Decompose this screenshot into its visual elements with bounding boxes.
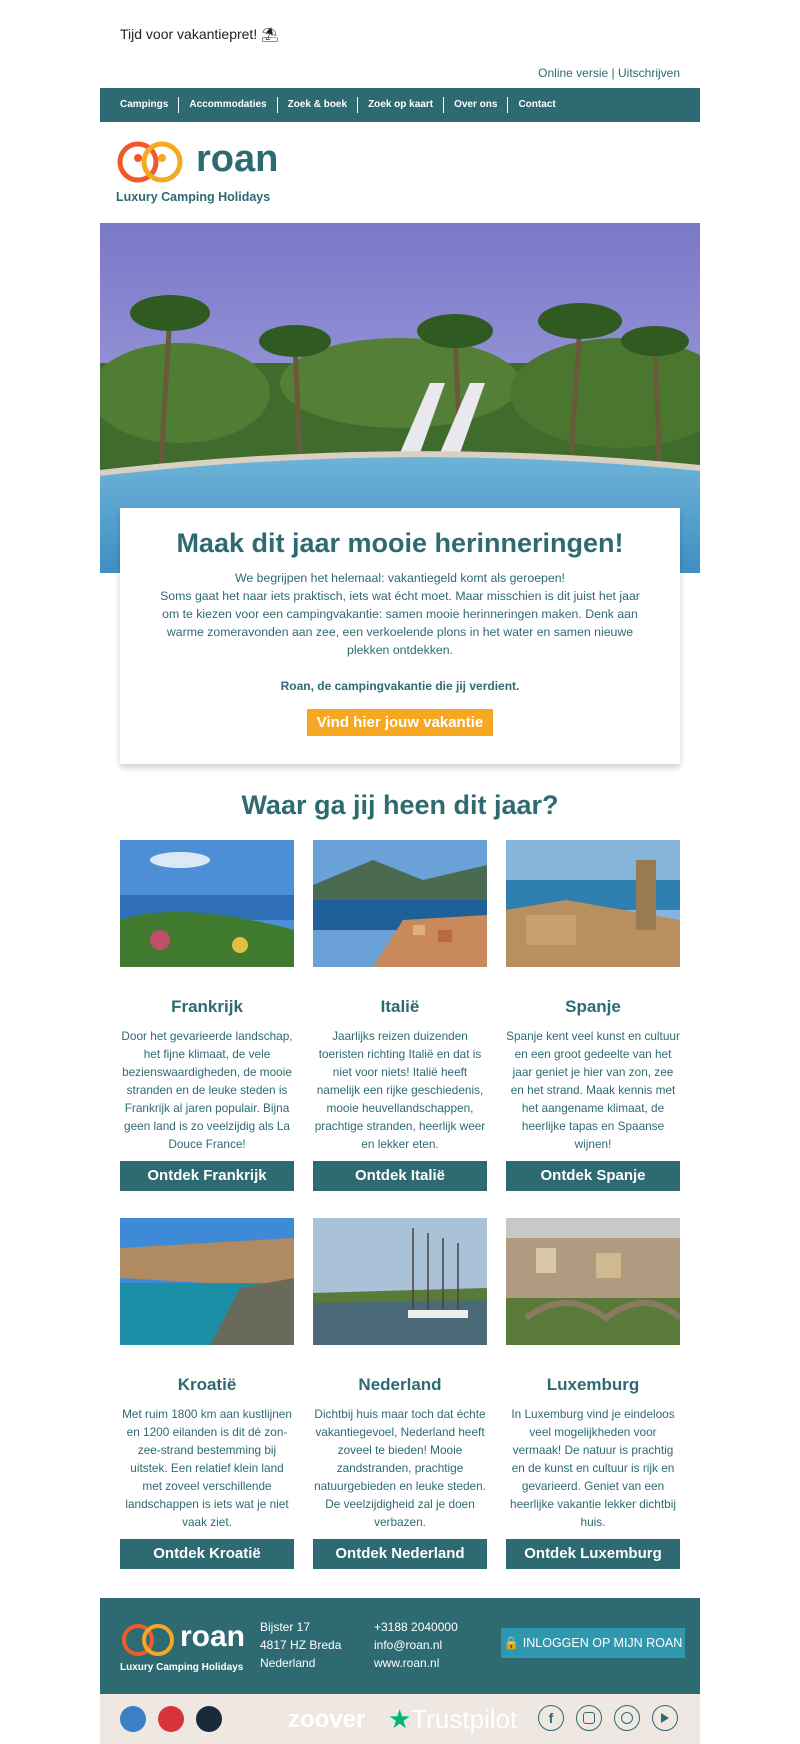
lock-icon: 🔒 [503,1636,520,1650]
discover-luxemburg-button[interactable]: Ontdek Luxemburg [506,1539,680,1569]
destination-card-italie [313,840,487,1191]
brand-tagline: Luxury Camping Holidays [116,190,271,204]
address-country: Nederland [260,1656,316,1670]
nav-contact[interactable]: Contact [518,99,556,110]
destination-description: Spanje kent veel kunst en cultuur en een groot gedeelte van het jaar geniet je hier van zon, zee en het strand. Maak kennis met het aangename klimaat, de heerlijke tapas en Spaanse wijnen! [506,1029,680,1151]
discover-kroatie-button[interactable]: Ontdek Kroatië [120,1539,294,1569]
footer-contact [374,1618,458,1672]
destination-name: Kroatië [177,1375,237,1394]
kroatie-image[interactable] [120,1218,294,1345]
destination-card-spanje [506,840,680,1191]
discover-frankrijk-button[interactable]: Ontdek Frankrijk [120,1161,294,1191]
online-version-link[interactable]: Online versie [538,66,609,80]
destination-name: Italië [380,997,420,1016]
frankrijk-image[interactable] [120,840,294,967]
trustpilot-star-icon: ★ [388,1704,412,1734]
destination-name: Spanje [565,997,621,1016]
unsubscribe-link[interactable]: Uitschrijven [617,66,680,80]
destination-description: Door het gevarieerde landschap, het fijne klimaat, de vele bezienswaardigheden, de mooie stranden en de leuke steden is Frankrijk al jaren populair. Bijna geen land is zo veelzijdig als La Douce France! [121,1029,293,1151]
destination-description: In Luxemburg vind je eindeloos veel mogelijkheden voor vermaak! De natuur is prachtig en de kunst en cultuur is rijk en gevarieerd. Geniet van een heerlijke vakantie lekker dichtbij huis. [510,1407,676,1529]
intro-body: Soms gaat het naar iets praktisch, iets wat écht moet. Maar misschien is dit juist het jaar om te kiezen voor een campingvakantie: samen mooie herinneringen maken. Denk aan warme zomeravonden aan zee, een verkoelende plons in het water en samen nieuwe plekken ontdekken. [160,589,640,657]
destination-name: Nederland [358,1375,442,1394]
destination-card-nederland [313,1218,487,1569]
intro-signoff: Roan, de campingvakantie die jij verdient. [280,679,520,693]
contact-website[interactable]: www.roan.nl [374,1656,440,1670]
destination-description: Met ruim 1800 km aan kustlijnen en 1200 eilanden is dit dé zon-zee-strand bestemming bij uitstek. Een relatief klein land met zoveel verschillende landschappen is iets wat je niet vaak ziet. [122,1407,292,1529]
italie-image[interactable] [313,840,487,967]
section-title: Waar ga jij heen dit jaar? [241,790,559,820]
link-separator: | [611,66,615,80]
login-label: INLOGGEN OP MIJN ROAN [522,1636,683,1650]
acsi-badge-icon [158,1706,184,1732]
facebook-icon[interactable]: f [538,1705,564,1731]
login-my-roan-button[interactable] [501,1628,685,1658]
brand-name: roan [196,138,279,180]
address-street: Bijster 17 [260,1620,311,1634]
preheader-text: Tijd voor vakantiepret! ⛱ [120,26,279,42]
destination-description: Jaarlijks reizen duizenden toeristen richting Italië en dat is niet voor niets! Italië heeft namelijk een rijke geschiedenis, mooie heuvellandschappen, prachtige stranden, heerlijk weer en lekker eten. [314,1029,486,1151]
discover-nederland-button[interactable]: Ontdek Nederland [313,1539,487,1569]
footer-brand-tagline: Luxury Camping Holidays [120,1662,244,1673]
discover-spanje-button[interactable]: Ontdek Spanje [506,1161,680,1191]
award-badge-icon [196,1706,222,1732]
main-nav [100,88,700,122]
luxemburg-image[interactable] [506,1218,680,1345]
contact-phone[interactable]: +3188 2040000 [374,1620,458,1634]
nav-over-ons[interactable]: Over ons [444,97,508,113]
find-vacation-button[interactable]: Vind hier jouw vakantie [307,709,493,736]
destination-card-frankrijk [120,840,294,1191]
intro-line1: We begrijpen het helemaal: vakantiegeld komt als geroepen! [235,571,565,585]
destination-name: Luxemburg [546,1375,640,1394]
nederland-image[interactable] [313,1218,487,1345]
roan-logo[interactable] [116,138,296,208]
spanje-image[interactable] [506,840,680,967]
destination-description: Dichtbij huis maar toch dat échte vakantiegevoel, Nederland heeft zoveel te bieden! Mooie zandstranden, prachtige natuurgebieden en leuke steden. De veelzijdigheid zal je doen verbazen. [314,1407,486,1529]
nav-zoek-op-kaart[interactable]: Zoek op kaart [358,97,444,113]
address-postal: 4817 HZ Breda [260,1638,342,1652]
destination-card-kroatie [120,1218,294,1569]
anwb-badge-icon [120,1706,146,1732]
nav-zoek-boek[interactable]: Zoek & boek [278,97,358,113]
roan-rings-icon [116,138,186,188]
trustpilot-label: Trustpilot [411,1704,518,1734]
trustpilot-logo[interactable] [388,1704,517,1735]
contact-email[interactable]: info@roan.nl [374,1638,443,1652]
instagram-icon[interactable] [576,1705,602,1731]
zoover-logo[interactable]: zoover [288,1706,366,1733]
discover-italie-button[interactable]: Ontdek Italië [313,1161,487,1191]
footer [100,1598,700,1694]
destination-name: Frankrijk [171,997,243,1016]
bottom-bar [100,1694,700,1744]
youtube-icon[interactable] [652,1705,678,1731]
footer-brand-name: roan [180,1620,246,1653]
top-links [538,66,680,80]
footer-address [260,1618,341,1672]
nav-campings[interactable]: Campings [110,97,179,113]
intro-card [120,508,680,764]
whatsapp-icon[interactable] [614,1705,640,1731]
intro-title: Maak dit jaar mooie herinneringen! [176,528,624,558]
nav-accommodaties[interactable]: Accommodaties [179,97,277,113]
destination-card-luxemburg [506,1218,680,1569]
